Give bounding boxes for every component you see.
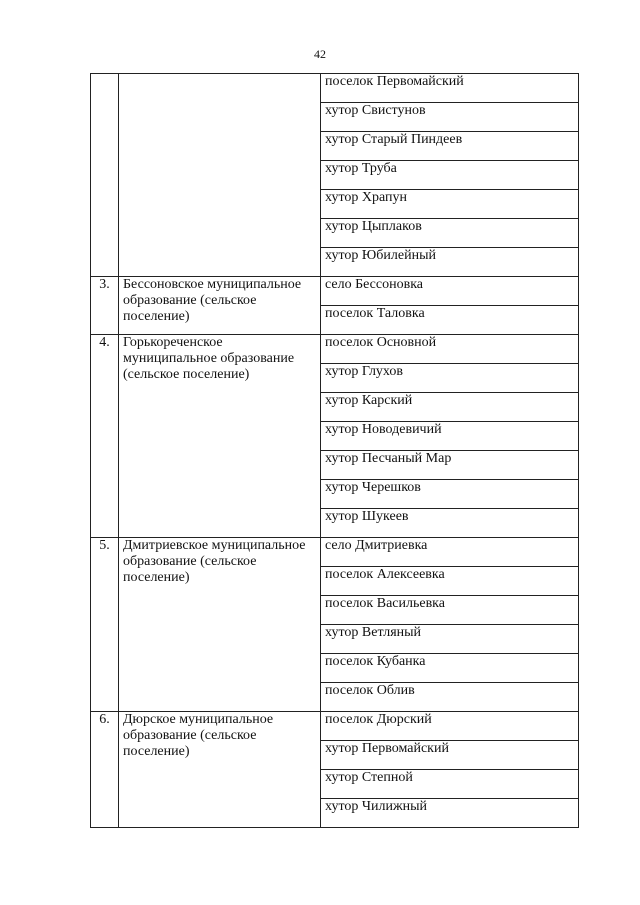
settlement-name: поселок Первомайский (321, 74, 579, 103)
municipality-number (91, 74, 119, 277)
settlement-name: хутор Карский (321, 393, 579, 422)
settlement-name: село Бессоновка (321, 277, 579, 306)
table-row (91, 335, 579, 364)
settlement-name: поселок Васильевка (321, 596, 579, 625)
municipality-name: Дюрское муниципальное образование (сельское поселение) (119, 712, 321, 828)
settlement-name: хутор Шукеев (321, 509, 579, 538)
municipality-name (119, 74, 321, 277)
settlement-name: поселок Дюрский (321, 712, 579, 741)
settlement-name: поселок Облив (321, 683, 579, 712)
settlement-name: хутор Труба (321, 161, 579, 190)
settlement-name: хутор Песчаный Мар (321, 451, 579, 480)
municipality-number: 3. (91, 277, 119, 335)
settlement-name: хутор Ветляный (321, 625, 579, 654)
settlement-name: хутор Степной (321, 770, 579, 799)
settlement-name: хутор Первомайский (321, 741, 579, 770)
municipality-name: Бессоновское муниципальное образование (сельское поселение) (119, 277, 321, 335)
settlement-name: хутор Черешков (321, 480, 579, 509)
municipality-name: Горькореченское муниципальное образование (сельское поселение) (119, 335, 321, 538)
settlement-name: хутор Юбилейный (321, 248, 579, 277)
settlement-name: хутор Свистунов (321, 103, 579, 132)
settlement-name: поселок Алексеевка (321, 567, 579, 596)
settlement-name: хутор Новодевичий (321, 422, 579, 451)
table-row (91, 538, 579, 567)
settlement-name: хутор Цыплаков (321, 219, 579, 248)
settlement-name: хутор Глухов (321, 364, 579, 393)
page-number: 42 (314, 47, 326, 61)
municipality-number: 4. (91, 335, 119, 538)
settlement-name: хутор Храпун (321, 190, 579, 219)
table-body (91, 74, 579, 828)
settlement-name: село Дмитриевка (321, 538, 579, 567)
settlements-table (90, 73, 579, 828)
settlement-name: хутор Старый Пиндеев (321, 132, 579, 161)
table-row (91, 74, 579, 103)
municipality-number: 5. (91, 538, 119, 712)
municipality-number: 6. (91, 712, 119, 828)
table-row (91, 712, 579, 741)
municipality-name: Дмитриевское муниципальное образование (сельское поселение) (119, 538, 321, 712)
table-row (91, 277, 579, 306)
settlement-name: хутор Чилижный (321, 799, 579, 828)
settlement-name: поселок Основной (321, 335, 579, 364)
settlement-name: поселок Таловка (321, 306, 579, 335)
settlement-name: поселок Кубанка (321, 654, 579, 683)
